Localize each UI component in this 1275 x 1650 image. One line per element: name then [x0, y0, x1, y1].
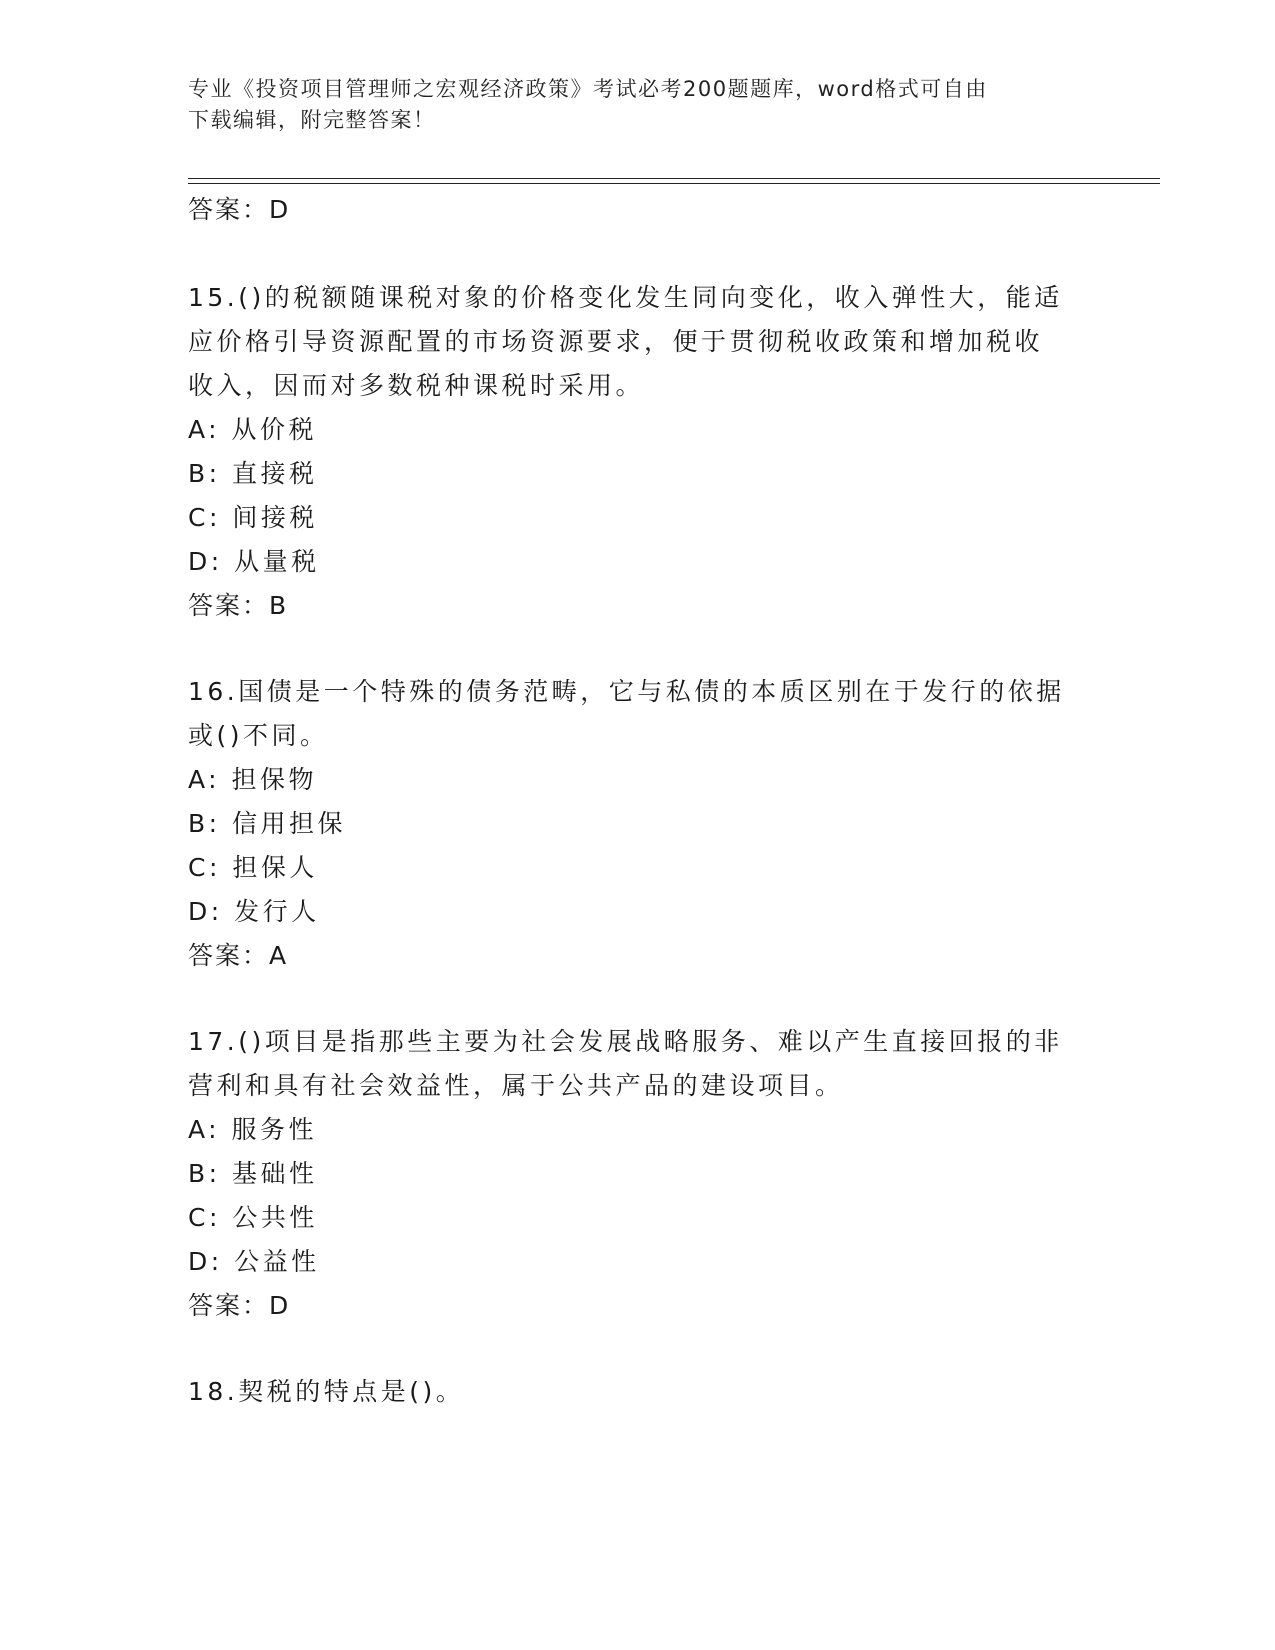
question-16-line-1: 16.国债是一个特殊的债务范畴，它与私债的本质区别在于发行的依据 [188, 677, 1065, 706]
header-rule-bottom [188, 183, 1160, 184]
header-line-2: 下载编辑，附完整答案！ [188, 108, 436, 132]
answer-q17: 答案：D [188, 1291, 291, 1320]
page-header [188, 74, 1088, 136]
question-15-option-d: D: 从量税 [188, 547, 320, 576]
header-line-1: 专业《投资项目管理师之宏观经济政策》考试必考200题题库，word格式可自由 [188, 77, 988, 101]
answer-q16: 答案：A [188, 941, 289, 970]
question-15-line-3: 收入，因而对多数税种课税时采用。 [188, 371, 645, 400]
question-16-option-b: B: 信用担保 [188, 809, 347, 838]
question-17-option-a: A: 服务性 [188, 1115, 318, 1144]
question-16-option-a: A: 担保物 [188, 765, 318, 794]
question-15-option-c: C: 间接税 [188, 503, 318, 532]
question-17-option-b: B: 基础性 [188, 1159, 318, 1188]
question-15-line-2: 应价格引导资源配置的市场资源要求，便于贯彻税收政策和增加税收 [188, 327, 1044, 356]
question-18-line-1: 18.契税的特点是()。 [188, 1377, 465, 1406]
question-17-line-1: 17.()项目是指那些主要为社会发展战略服务、难以产生直接回报的非 [188, 1027, 1063, 1056]
question-15-option-a: A: 从价税 [188, 415, 318, 444]
question-15-line-1: 15.()的税额随课税对象的价格变化发生同向变化，收入弹性大，能适 [188, 283, 1063, 312]
question-15-option-b: B: 直接税 [188, 459, 318, 488]
header-rule-top [188, 178, 1160, 179]
question-16-option-c: C: 担保人 [188, 853, 318, 882]
question-17-line-2: 营利和具有社会效益性，属于公共产品的建设项目。 [188, 1071, 844, 1100]
question-16-option-d: D: 发行人 [188, 897, 320, 926]
question-16-line-2: 或()不同。 [188, 721, 329, 750]
question-17-option-d: D: 公益性 [188, 1247, 320, 1276]
question-17-option-c: C: 公共性 [188, 1203, 318, 1232]
answer-q15: 答案：B [188, 591, 289, 620]
answer-q14: 答案：D [188, 195, 291, 224]
